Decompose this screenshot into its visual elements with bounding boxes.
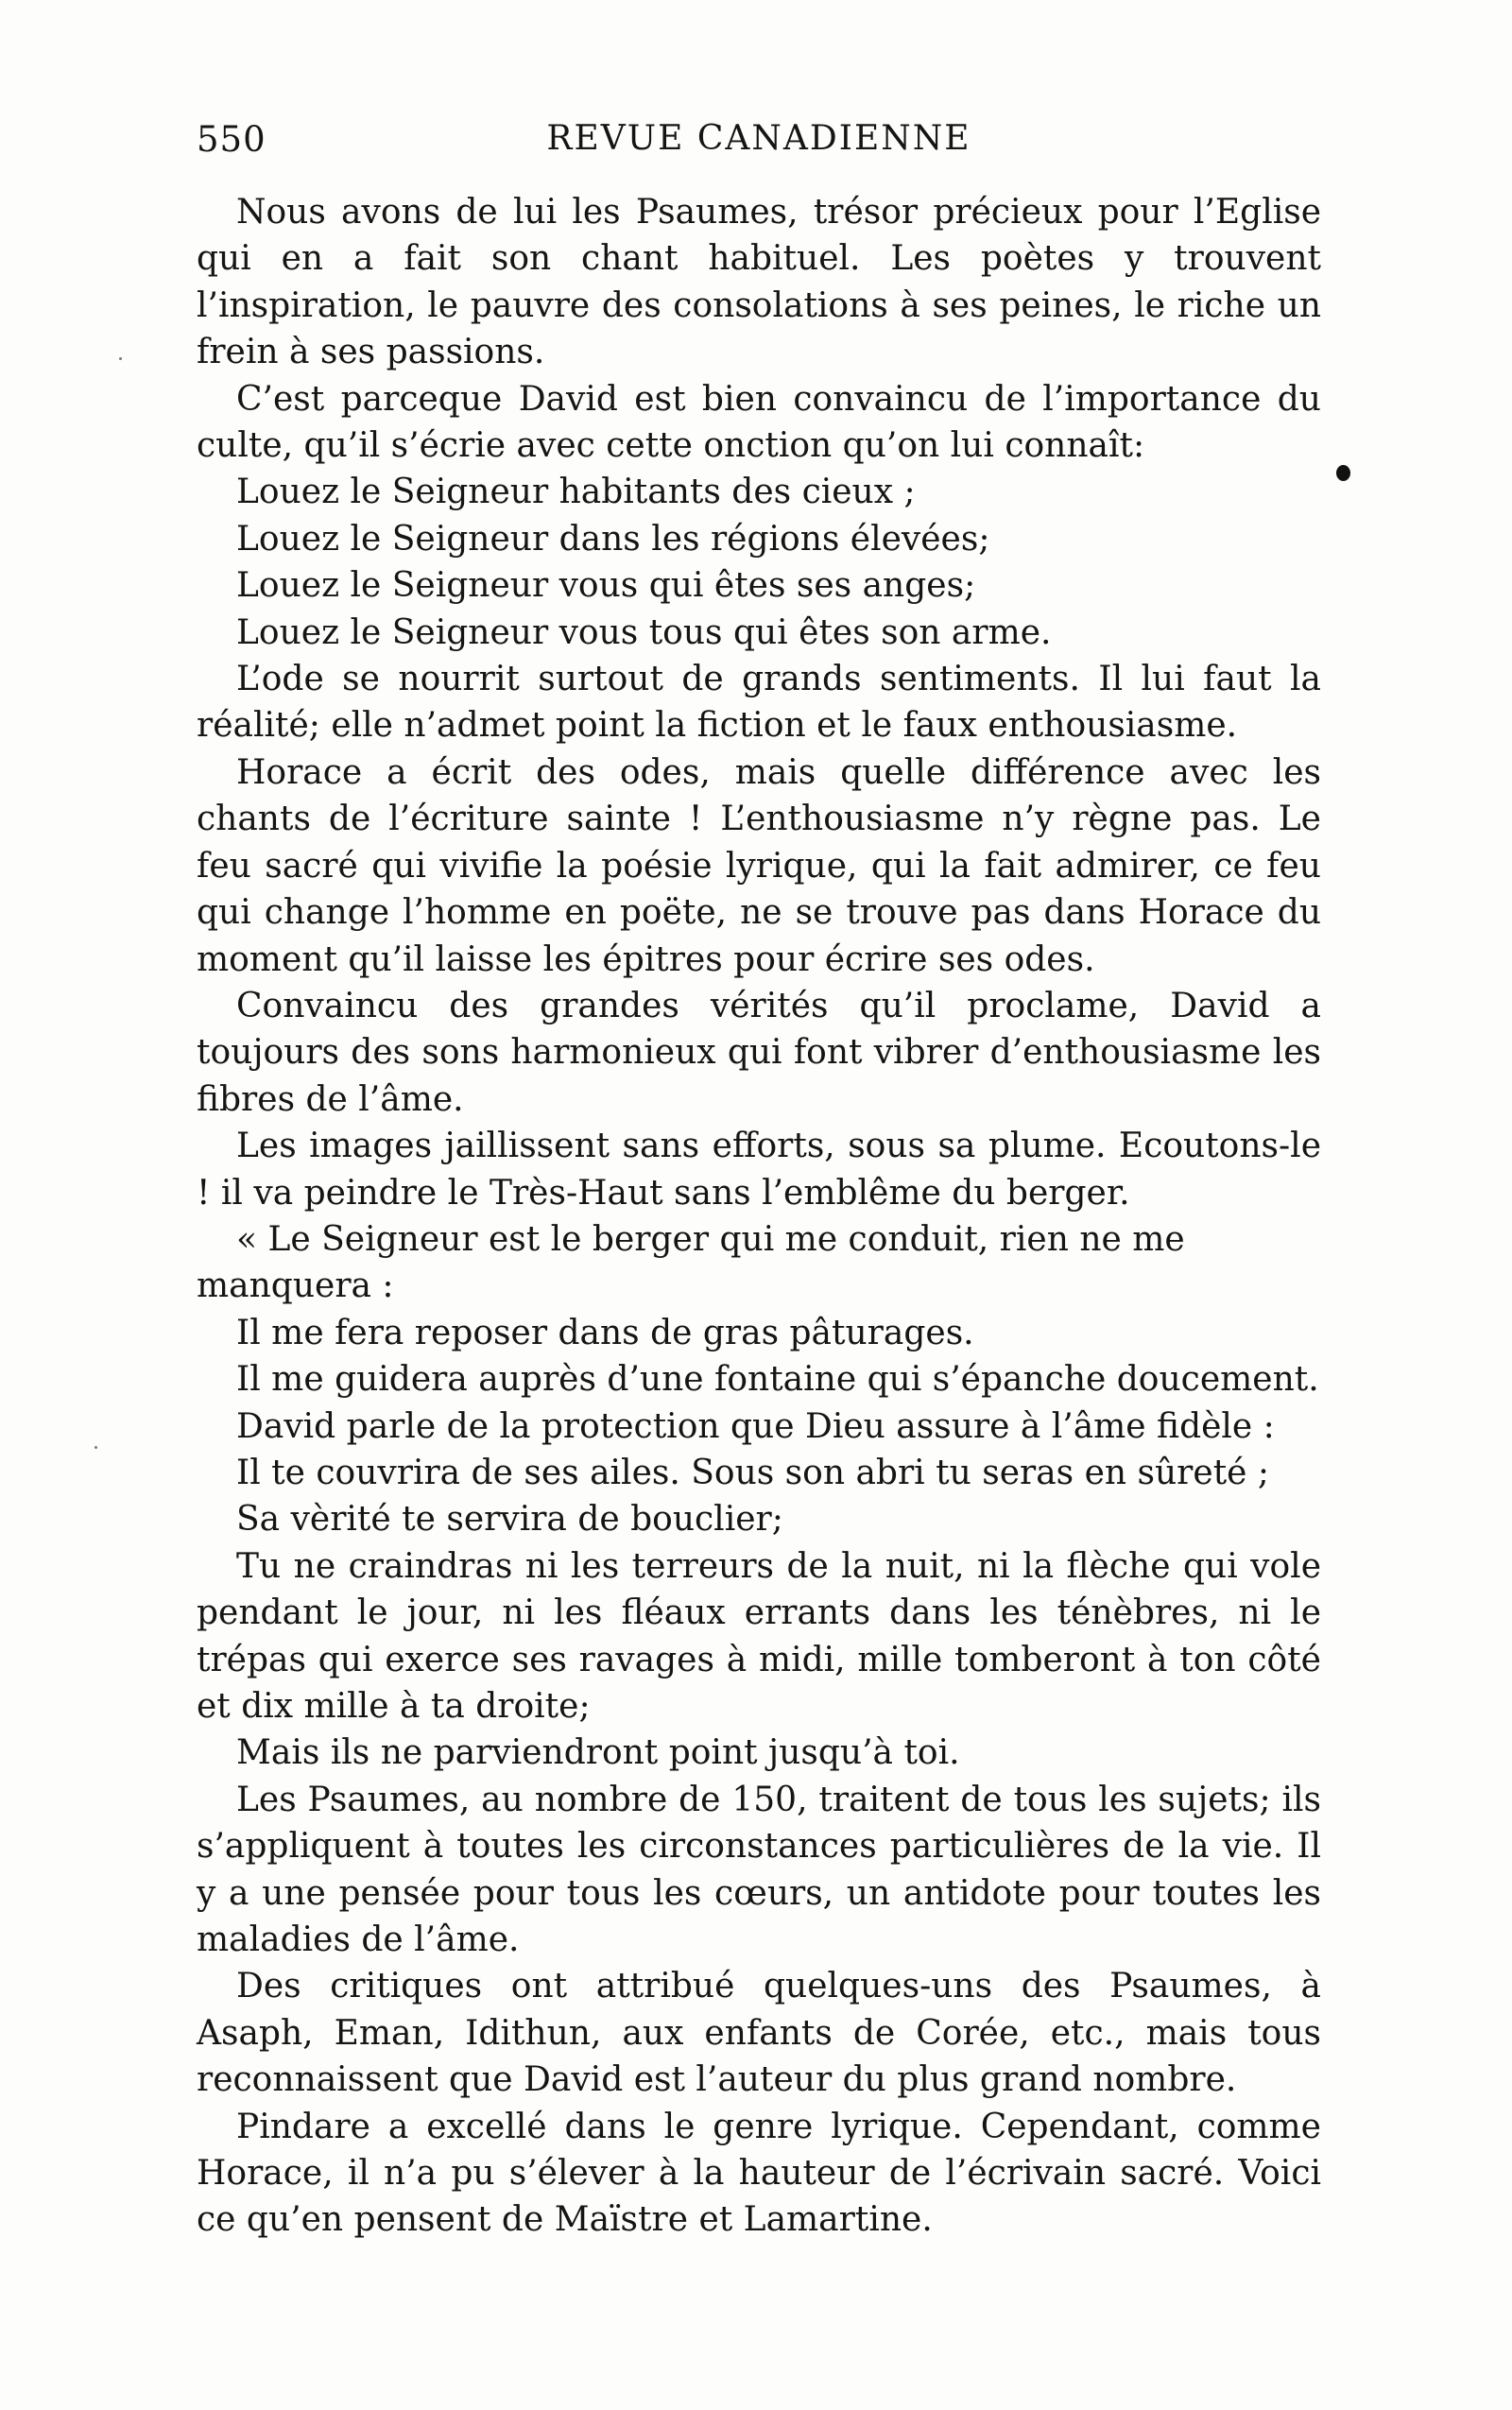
verse-shepherd-3: Il me guidera auprès d’une fontaine qui s’épanche doucement.: [236, 1360, 1319, 1400]
paragraph-images: Les images jaillissent sans efforts, sous sa plume. Ecoutons-le ! il va peindre le Très-Haut sans l’emblême du berger.: [197, 1127, 1321, 1213]
line-protection-intro: David parle de la protection que Dieu assure à l’âme fidèle :: [236, 1406, 1275, 1446]
paragraph-critics: Des critiques ont attribué quelques-uns des Psaumes, à Asaph, Eman, Idithun, aux enfants de Corée, etc., mais tous reconnaissent que David est l’auteur du plus grand nombre.: [197, 1967, 1321, 2100]
running-title: REVUE CANADIENNE: [546, 119, 971, 158]
verse-shepherd-1: « Le Seigneur est le berger qui me conduit, rien ne me manquera :: [197, 1219, 1185, 1306]
page-number: 550: [197, 119, 266, 160]
verse-praise-2: Louez le Seigneur dans les régions élevées;: [236, 519, 990, 559]
verse-praise-3: Louez le Seigneur vous qui êtes ses anges;: [236, 566, 976, 606]
paragraph-psalms-150: Les Psaumes, au nombre de 150, traitent de tous les sujets; ils s’appliquent à toutes les circonstances particulières de la vie. Il y a une pensée pour tous les cœurs, un antidote pour toutes les maladies de l’âme.: [197, 1780, 1321, 1960]
paragraph-david-truths: Convaincu des grandes vérités qu’il proclame, David a toujours des sons harmonieux qui font vibrer d’enthousiasme les fibres de l’âme.: [197, 986, 1321, 1119]
page-header: [197, 119, 1321, 176]
verse-shepherd-2: Il me fera reposer dans de gras pâturages.: [236, 1313, 974, 1352]
verse-praise-1: Louez le Seigneur habitants des cieux ;: [236, 473, 916, 512]
verse-protection-4: Mais ils ne parviendront point jusqu’à toi.: [236, 1733, 960, 1773]
ink-dot: [1336, 465, 1350, 481]
paragraph-ode-feelings: L’ode se nourrit surtout de grands sentiments. Il lui faut la réalité; elle n’admet point la fiction et le faux enthousiasme.: [197, 660, 1321, 746]
paragraph-pindare: Pindare a excellé dans le genre lyrique. Cependant, comme Horace, il n’a pu s’élever à la hauteur de l’écrivain sacré. Voici ce qu’en pensent de Maïstre et Lamartine.: [197, 2107, 1321, 2240]
paragraph-david-worship: C’est parceque David est bien convaincu de l’importance du culte, qu’il s’écrie avec cette onction qu’on lui connaît:: [197, 379, 1321, 466]
margin-speck: [119, 357, 122, 360]
paragraph-psalms-treasure: Nous avons de lui les Psaumes, trésor précieux pour l’Eglise qui en a fait son chant habituel. Les poètes y trouvent l’inspiration, le pauvre des consolations à ses peines, le riche un frein à ses passions.: [197, 193, 1321, 372]
verse-protection-1: Il te couvrira de ses ailes. Sous son abri tu seras en sûreté ;: [236, 1453, 1270, 1492]
verse-protection-3: Tu ne craindras ni les terreurs de la nuit, ni la flèche qui vole pendant le jour, ni les fléaux errants dans les ténèbres, ni le trépas qui exerce ses ravages à midi, mille tomberont à ton côté et dix mille à ta droite;: [197, 1546, 1321, 1726]
margin-speck: [94, 1446, 97, 1449]
verse-protection-2: Sa vèrité te servira de bouclier;: [236, 1500, 783, 1540]
verse-praise-4: Louez le Seigneur vous tous qui êtes son arme.: [236, 612, 1052, 652]
paragraph-horace: Horace a écrit des odes, mais quelle différence avec les chants de l’écriture sainte ! L’enthousiasme n’y règne pas. Le feu sacré qui vivifie la poésie lyrique, qui la fait admirer, ce feu qui change l’homme en poëte, ne se trouve pas dans Horace du moment qu’il laisse les épitres pour écrire ses odes.: [197, 752, 1321, 979]
page-body: [197, 189, 1321, 2244]
